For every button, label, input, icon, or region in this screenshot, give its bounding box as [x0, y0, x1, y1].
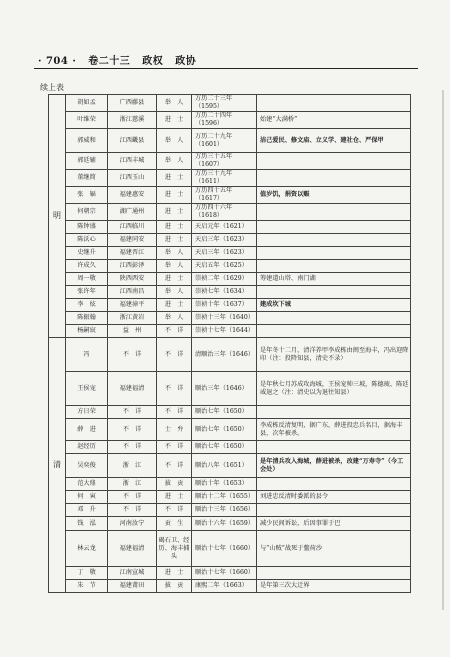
official-name: 邓 升 [66, 504, 108, 517]
native-place: 江西彭泽 [108, 260, 157, 273]
official-name: 李 炫 [66, 299, 108, 312]
qualification: 不 详 [157, 504, 192, 517]
appointment-time: 崇祯十年（1637） [192, 299, 257, 312]
qualification: 进 士 [157, 112, 192, 129]
official-name: 胡如孟 [66, 95, 108, 112]
native-place: 河南汝宁 [108, 517, 157, 531]
appointment-time: 天启元年（1621） [192, 221, 257, 234]
native-place: 福建晋江 [108, 247, 157, 260]
qualification: 拔 贡 [157, 478, 192, 491]
native-place: 江西丰城 [108, 153, 157, 170]
qualification: 进 士 [157, 567, 192, 580]
remarks: 值岁饥，捐资以赈 [257, 187, 411, 204]
qualification: 举 人 [157, 95, 192, 112]
native-place: 江西畿县 [108, 129, 157, 153]
native-place: 浙江慈溪 [108, 112, 157, 129]
qualification: 不 详 [157, 441, 192, 454]
appointment-time: 顺治七年（1650） [192, 419, 257, 441]
native-place: 不 详 [108, 491, 157, 504]
qualification: 进 士 [157, 221, 192, 234]
qualification: 举 人 [157, 312, 192, 325]
official-name: 陈沃心 [66, 234, 108, 247]
qualification: 不 详 [157, 372, 192, 406]
qualification: 进 士 [157, 299, 192, 312]
native-place: 福建福清 [108, 531, 157, 567]
subsection-title: 政协 [175, 56, 197, 67]
official-name: 郭廷辅 [66, 153, 108, 170]
official-name: 方日荣 [66, 406, 108, 419]
remarks [257, 95, 411, 112]
remarks: 是年秋七月苏成攻海城，王侯宠帅三坡，陈德琉、陈廷威退之（注：清史以为退往知县） [257, 372, 411, 406]
table-row [49, 204, 411, 221]
qualification: 不 详 [157, 406, 192, 419]
table-row [49, 454, 411, 478]
official-name: 陈振翰 [66, 312, 108, 325]
native-place: 湖广通州 [108, 204, 157, 221]
table-row [49, 170, 411, 187]
qualification: 进 士 [157, 204, 192, 221]
qualification: 不 详 [157, 454, 192, 478]
remarks: 是年冬十二月，清洋养甲李成栋由闽至海丰，冯出迎降印（注：投降知县，清史不录） [257, 338, 411, 372]
table-row [49, 325, 411, 338]
table-row [49, 112, 411, 129]
remarks [257, 406, 411, 419]
qualification: 贡 生 [157, 517, 192, 531]
appointment-time: 康熙二年（1663） [192, 580, 257, 593]
official-name: 许成久 [66, 260, 108, 273]
qualification: 进 士 [157, 170, 192, 187]
magistrate-table [48, 94, 411, 593]
remarks [257, 504, 411, 517]
native-place: 福建惠安 [108, 187, 157, 204]
remarks [257, 478, 411, 491]
section-title: 政权 [142, 56, 164, 67]
remarks [257, 204, 411, 221]
appointment-time: 万历二十三年（1595） [192, 95, 257, 112]
page-header [38, 52, 204, 67]
appointment-time: 崇祯十七年（1644） [192, 325, 257, 338]
dynasty-ming: 明 [49, 95, 66, 338]
appointment-time: 崇祯七年（1634） [192, 286, 257, 299]
remarks: 刘进忠反清时委派的县令 [257, 491, 411, 504]
official-name: 史继升 [66, 247, 108, 260]
remarks: 是年清兵攻入海城，薛进被杀，改建“万寿寺”（今工会处） [257, 454, 411, 478]
appointment-time: 崇祯二年（1629） [192, 273, 257, 286]
remarks: 始建“大满桥” [257, 112, 411, 129]
official-name: 林云龙 [66, 531, 108, 567]
native-place: 福建同安 [108, 234, 157, 247]
official-name: 王侯宠 [66, 372, 108, 406]
remarks [257, 441, 411, 454]
appointment-time: 顺治七年（1650） [192, 406, 257, 419]
remarks [257, 153, 411, 170]
official-name: 赵经历 [66, 441, 108, 454]
table-row [49, 531, 411, 567]
table-row [49, 517, 411, 531]
appointment-time: 万历三十九年（1611） [192, 170, 257, 187]
official-name: 薛 进 [66, 419, 108, 441]
official-name: 丁 敬 [66, 567, 108, 580]
native-place: 陕西西安 [108, 273, 157, 286]
official-name: 范大鼎 [66, 478, 108, 491]
qualification: 举 人 [157, 129, 192, 153]
appointment-time: 万历二十九年（1601） [192, 129, 257, 153]
scan-edge [442, 90, 444, 610]
table-row [49, 273, 411, 286]
table-row [49, 153, 411, 170]
appointment-time: 清顺治三年（1646） [192, 338, 257, 372]
qualification: 不 详 [157, 338, 192, 372]
appointment-time: 万历四十五年（1617） [192, 187, 257, 204]
remarks: 是年第三次大迁界 [257, 580, 411, 593]
qualification: 进 士 [157, 234, 192, 247]
appointment-time: 顺治十二年（1655） [192, 491, 257, 504]
qualification: 不 详 [157, 325, 192, 338]
native-place: 浙 江 [108, 478, 157, 491]
remarks: 建成坎下城 [257, 299, 411, 312]
qualification: 举 人 [157, 286, 192, 299]
native-place: 益 州 [108, 325, 157, 338]
native-place: 不 详 [108, 441, 157, 454]
table-row [49, 406, 411, 419]
official-name: 陈钟盛 [66, 221, 108, 234]
appointment-time: 顺治三年（1646） [192, 372, 257, 406]
qualification: 碣石卫、经历、海丰捕头 [157, 531, 192, 567]
appointment-time: 万历二十四年（1596） [192, 112, 257, 129]
appointment-time: 顺治十年（1653） [192, 478, 257, 491]
qualification: 士 弁 [157, 419, 192, 441]
native-place: 浙江黄岩 [108, 312, 157, 325]
remarks: 洁己爱民、修文庙、立义学、建社仓、严保甲 [257, 129, 411, 153]
table-row [49, 234, 411, 247]
table-row [49, 221, 411, 234]
official-name: 周一敬 [66, 273, 108, 286]
appointment-time: 顺治十六年（1659） [192, 517, 257, 531]
table-row [49, 441, 411, 454]
chapter-title: 卷二十三 [88, 56, 131, 67]
official-name: 朱 节 [66, 580, 108, 593]
remarks: 筹建道山塔、南门湖 [257, 273, 411, 286]
qualification: 拔 贡 [157, 580, 192, 593]
table-row [49, 247, 411, 260]
remarks [257, 286, 411, 299]
appointment-time: 顺治十三年（1656） [192, 504, 257, 517]
native-place: 不 详 [108, 504, 157, 517]
header-rule [34, 68, 418, 69]
table-row [49, 419, 411, 441]
appointment-time: 天启五年（1625） [192, 260, 257, 273]
native-place: 江西南昌 [108, 286, 157, 299]
table-row [49, 504, 411, 517]
continuation-label: 续上表 [40, 83, 64, 92]
table-row [49, 338, 411, 372]
remarks [257, 247, 411, 260]
appointment-time: 顺治十七年（1660） [192, 531, 257, 567]
appointment-time: 万历四十六年（1618） [192, 204, 257, 221]
native-place: 不 详 [108, 338, 157, 372]
native-place: 不 详 [108, 406, 157, 419]
official-name: 董继简 [66, 170, 108, 187]
remarks [257, 312, 411, 325]
table-row [49, 567, 411, 580]
remarks [257, 567, 411, 580]
qualification: 举 人 [157, 260, 192, 273]
remarks: 李成栋反清复明，据广东，薛进投忠兵名目，据海丰县，次年被杀。 [257, 419, 411, 441]
native-place: 广西藤县 [108, 95, 157, 112]
table-row [49, 312, 411, 325]
appointment-time: 天启三年（1623） [192, 234, 257, 247]
official-name: 杨嗣宸 [66, 325, 108, 338]
table-row [49, 478, 411, 491]
table-row [49, 372, 411, 406]
table-row [49, 299, 411, 312]
qualification: 进 士 [157, 273, 192, 286]
page-number: · 704 · [38, 56, 77, 67]
remarks [257, 260, 411, 273]
remarks: 与“山贼”战死于鳌荷沙 [257, 531, 411, 567]
remarks: 减少民间诉讼，后因事罪于巴 [257, 517, 411, 531]
table-row [49, 187, 411, 204]
qualification: 举 人 [157, 153, 192, 170]
appointment-time: 顺治十七年（1660） [192, 567, 257, 580]
appointment-time: 顺治七年（1650） [192, 441, 257, 454]
appointment-time: 顺治八年（1651） [192, 454, 257, 478]
native-place: 江西临川 [108, 221, 157, 234]
table-row [49, 286, 411, 299]
official-name: 张 辐 [66, 187, 108, 204]
appointment-time: 万历三十五年（1607） [192, 153, 257, 170]
appointment-time: 崇祯十三年（1640） [192, 312, 257, 325]
table-row [49, 491, 411, 504]
table-row [49, 580, 411, 593]
native-place: 江西玉山 [108, 170, 157, 187]
native-place: 江南宣城 [108, 567, 157, 580]
table-row [49, 260, 411, 273]
table-row [49, 95, 411, 112]
official-name: 钱 泓 [66, 517, 108, 531]
official-name: 何 寅 [66, 491, 108, 504]
official-name: 冯 [66, 338, 108, 372]
qualification: 进 士 [157, 187, 192, 204]
remarks [257, 221, 411, 234]
native-place: 不 详 [108, 419, 157, 441]
native-place: 福建漳平 [108, 299, 157, 312]
official-name: 吴奕俊 [66, 454, 108, 478]
official-name: 郭威和 [66, 129, 108, 153]
remarks [257, 325, 411, 338]
official-name: 张许年 [66, 286, 108, 299]
native-place: 浙 江 [108, 454, 157, 478]
dynasty-qing: 清 [49, 338, 66, 593]
native-place: 福建莆田 [108, 580, 157, 593]
qualification: 进 士 [157, 491, 192, 504]
table-row [49, 129, 411, 153]
remarks [257, 234, 411, 247]
qualification: 举 人 [157, 247, 192, 260]
official-name: 叶维荣 [66, 112, 108, 129]
appointment-time: 天启三年（1623） [192, 247, 257, 260]
native-place: 福建福清 [108, 372, 157, 406]
remarks [257, 170, 411, 187]
official-name: 何朝宗 [66, 204, 108, 221]
